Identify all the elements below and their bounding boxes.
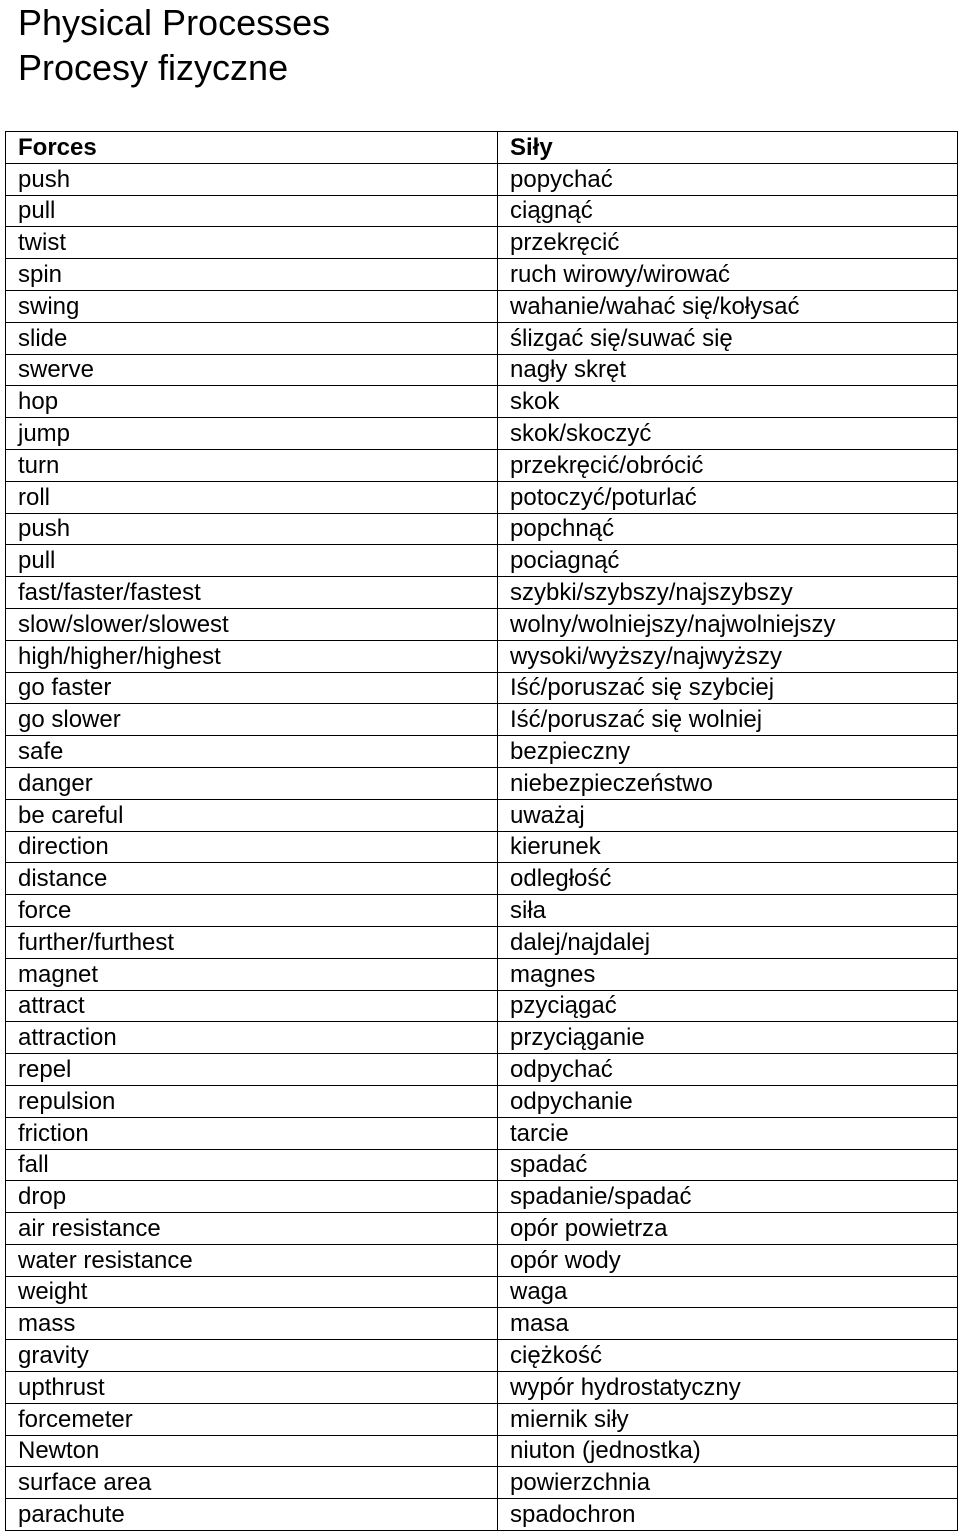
term-english: slow/slower/slowest	[6, 608, 498, 640]
term-polish: ciągnąć	[498, 195, 958, 227]
term-english: attract	[6, 990, 498, 1022]
term-polish: wysoki/wyższy/najwyższy	[498, 640, 958, 672]
term-polish: powierzchnia	[498, 1467, 958, 1499]
term-polish: uważaj	[498, 799, 958, 831]
term-polish: popychać	[498, 163, 958, 195]
term-polish: wolny/wolniejszy/najwolniejszy	[498, 608, 958, 640]
table-row	[6, 1340, 958, 1372]
table-row	[6, 1403, 958, 1435]
term-polish: przyciąganie	[498, 1022, 958, 1054]
term-polish: niebezpieczeństwo	[498, 767, 958, 799]
table-row	[6, 1054, 958, 1086]
term-english: forcemeter	[6, 1403, 498, 1435]
term-english: surface area	[6, 1467, 498, 1499]
term-english: Newton	[6, 1435, 498, 1467]
term-english: friction	[6, 1117, 498, 1149]
term-polish: opór powietrza	[498, 1213, 958, 1245]
table-row	[6, 481, 958, 513]
table-row	[6, 513, 958, 545]
term-english: push	[6, 163, 498, 195]
term-polish: spadać	[498, 1149, 958, 1181]
term-english: drop	[6, 1181, 498, 1213]
term-polish: popchnąć	[498, 513, 958, 545]
term-polish: waga	[498, 1276, 958, 1308]
term-english: direction	[6, 831, 498, 863]
term-polish: opór wody	[498, 1244, 958, 1276]
term-polish: potoczyć/poturlać	[498, 481, 958, 513]
term-polish: odpychać	[498, 1054, 958, 1086]
table-row	[6, 227, 958, 259]
table-row	[6, 863, 958, 895]
table-row	[6, 990, 958, 1022]
table-row	[6, 958, 958, 990]
term-polish: wypór hydrostatyczny	[498, 1372, 958, 1404]
term-english: force	[6, 895, 498, 927]
table-row	[6, 672, 958, 704]
table-header-row	[6, 132, 958, 164]
term-english: water resistance	[6, 1244, 498, 1276]
table-row	[6, 1181, 958, 1213]
term-polish: przekręcić/obrócić	[498, 449, 958, 481]
term-polish: szybki/szybszy/najszybszy	[498, 577, 958, 609]
term-english: repulsion	[6, 1085, 498, 1117]
title-polish: Procesy fizyczne	[18, 47, 289, 88]
term-english: magnet	[6, 958, 498, 990]
term-english: pull	[6, 545, 498, 577]
term-english: repel	[6, 1054, 498, 1086]
term-polish: pociagnąć	[498, 545, 958, 577]
term-english: swing	[6, 290, 498, 322]
table-row	[6, 799, 958, 831]
term-english: go faster	[6, 672, 498, 704]
term-polish: pzyciągać	[498, 990, 958, 1022]
table-row	[6, 1499, 958, 1531]
term-polish: skok/skoczyć	[498, 418, 958, 450]
term-polish: przekręcić	[498, 227, 958, 259]
term-english: upthrust	[6, 1372, 498, 1404]
table-row	[6, 418, 958, 450]
table-row	[6, 1467, 958, 1499]
term-english: mass	[6, 1308, 498, 1340]
table-row	[6, 1213, 958, 1245]
term-polish: wahanie/wahać się/kołysać	[498, 290, 958, 322]
term-english: swerve	[6, 354, 498, 386]
table-row	[6, 577, 958, 609]
table-row	[6, 545, 958, 577]
term-english: turn	[6, 449, 498, 481]
term-english: hop	[6, 386, 498, 418]
table-row	[6, 259, 958, 291]
term-english: roll	[6, 481, 498, 513]
term-english: fall	[6, 1149, 498, 1181]
page-title	[18, 0, 330, 90]
table-row	[6, 1022, 958, 1054]
table-row	[6, 1435, 958, 1467]
vocabulary-table-body	[6, 132, 958, 1531]
term-polish: bezpieczny	[498, 736, 958, 768]
table-row	[6, 1372, 958, 1404]
term-english: push	[6, 513, 498, 545]
term-polish: miernik siły	[498, 1403, 958, 1435]
header-english: Forces	[6, 132, 498, 164]
table-row	[6, 895, 958, 927]
term-polish: skok	[498, 386, 958, 418]
term-polish: magnes	[498, 958, 958, 990]
term-english: twist	[6, 227, 498, 259]
term-polish: ruch wirowy/wirować	[498, 259, 958, 291]
term-polish: ślizgać się/suwać się	[498, 322, 958, 354]
table-row	[6, 736, 958, 768]
term-english: spin	[6, 259, 498, 291]
table-row	[6, 1244, 958, 1276]
term-english: safe	[6, 736, 498, 768]
term-polish: masa	[498, 1308, 958, 1340]
term-english: slide	[6, 322, 498, 354]
term-polish: tarcie	[498, 1117, 958, 1149]
table-row	[6, 926, 958, 958]
term-english: air resistance	[6, 1213, 498, 1245]
table-row	[6, 449, 958, 481]
term-english: attraction	[6, 1022, 498, 1054]
table-row	[6, 1308, 958, 1340]
table-row	[6, 1085, 958, 1117]
vocabulary-table	[5, 131, 958, 1531]
term-polish: odległość	[498, 863, 958, 895]
term-english: be careful	[6, 799, 498, 831]
table-row	[6, 831, 958, 863]
table-row	[6, 704, 958, 736]
table-row	[6, 354, 958, 386]
term-polish: niuton (jednostka)	[498, 1435, 958, 1467]
table-row	[6, 163, 958, 195]
term-polish: Iść/poruszać się szybciej	[498, 672, 958, 704]
table-row	[6, 386, 958, 418]
term-polish: nagły skręt	[498, 354, 958, 386]
term-english: parachute	[6, 1499, 498, 1531]
table-row	[6, 1276, 958, 1308]
term-polish: siła	[498, 895, 958, 927]
table-row	[6, 322, 958, 354]
term-english: fast/faster/fastest	[6, 577, 498, 609]
term-polish: spadochron	[498, 1499, 958, 1531]
term-polish: Iść/poruszać się wolniej	[498, 704, 958, 736]
term-english: distance	[6, 863, 498, 895]
term-english: further/furthest	[6, 926, 498, 958]
term-polish: kierunek	[498, 831, 958, 863]
term-english: pull	[6, 195, 498, 227]
table-row	[6, 1149, 958, 1181]
table-row	[6, 640, 958, 672]
table-row	[6, 290, 958, 322]
term-english: jump	[6, 418, 498, 450]
header-polish: Siły	[498, 132, 958, 164]
table-row	[6, 608, 958, 640]
table-row	[6, 1117, 958, 1149]
term-polish: odpychanie	[498, 1085, 958, 1117]
table-row	[6, 195, 958, 227]
term-english: weight	[6, 1276, 498, 1308]
title-english: Physical Processes	[18, 2, 331, 43]
term-polish: ciężkość	[498, 1340, 958, 1372]
term-polish: dalej/najdalej	[498, 926, 958, 958]
term-english: gravity	[6, 1340, 498, 1372]
term-english: high/higher/highest	[6, 640, 498, 672]
table-row	[6, 767, 958, 799]
term-english: go slower	[6, 704, 498, 736]
term-polish: spadanie/spadać	[498, 1181, 958, 1213]
term-english: danger	[6, 767, 498, 799]
